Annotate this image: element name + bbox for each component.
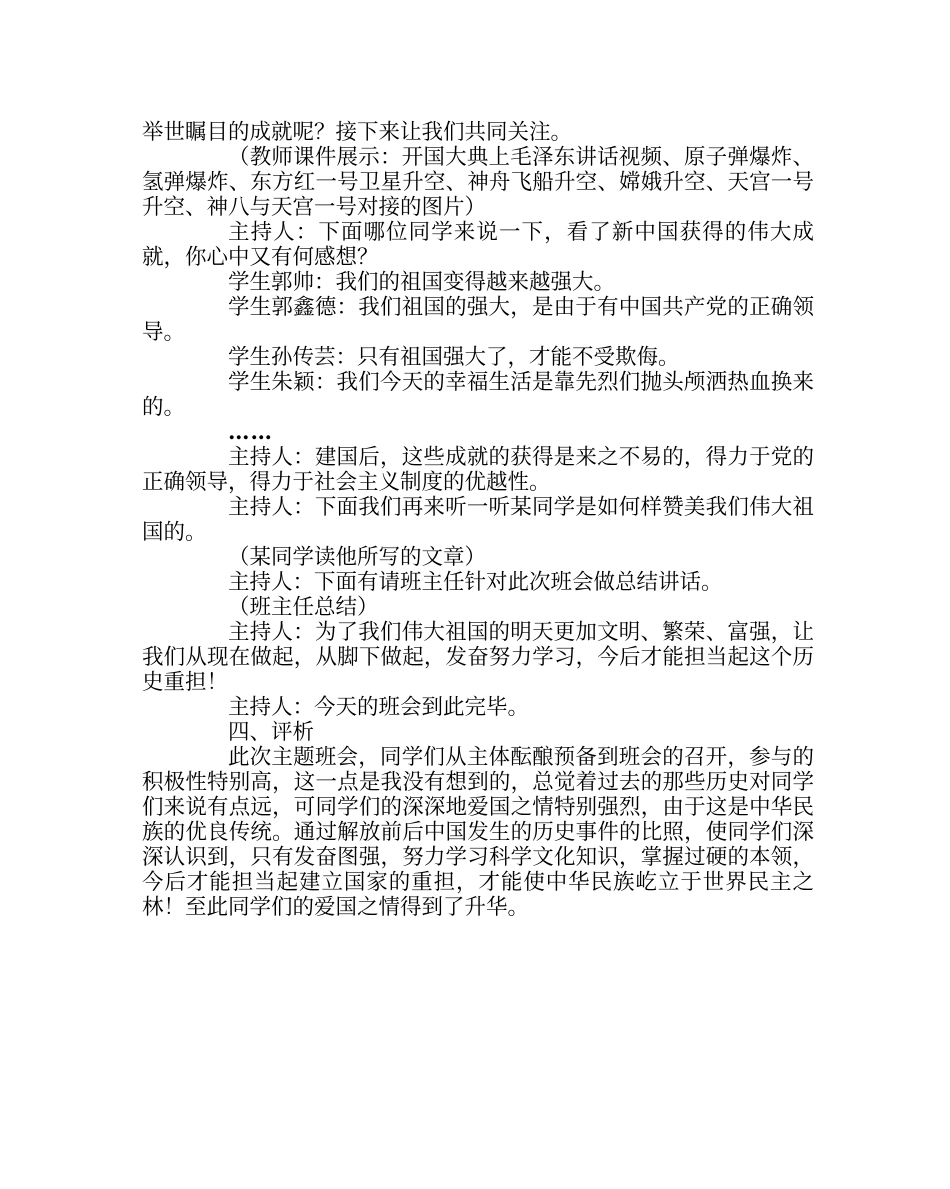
paragraph-host-closing: 主持人：今天的班会到此完毕。 bbox=[228, 695, 530, 720]
paragraph-host-question: 主持人：下面哪位同学来说一下，看了新中国获得的伟大成就，你心中又有何感想？ bbox=[142, 220, 814, 270]
paragraph-student-guo-xinde: 学生郭鑫德：我们祖国的强大，是由于有中国共产党的正确领导。 bbox=[142, 295, 814, 345]
paragraph-evaluation: 此次主题班会，同学们从主体酝酿预备到班会的召开，参与的积极性特别高，这一点是我没有想到的，总觉着过去的那些历史对同学们来说有点远，可同学们的深深地爱国之情特别强烈，由于这是中华民族的优良传统。通过解放前后中国发生的历史事件的比照，使同学们深深认识到，只有发奋图强，努力学习科学文化知识，掌握过硬的本领，今后才能担当起建立国家的重担，才能使中华民族屹立于世界民主之林！至此同学们的爱国之情得到了升华。 bbox=[142, 745, 814, 920]
paragraph-student-zhu-ying: 学生朱颖：我们今天的幸福生活是靠先烈们抛头颅洒热血换来的。 bbox=[142, 370, 814, 420]
paragraph-student-guo-shuai: 学生郭帅：我们的祖国变得越来越强大。 bbox=[228, 270, 616, 295]
paragraph-host-invite-teacher: 主持人：下面有请班主任针对此次班会做总结讲话。 bbox=[228, 570, 723, 595]
paragraph-teacher-presentation: （教师课件展示：开国大典上毛泽东讲话视频、原子弹爆炸、氢弹爆炸、东方红一号卫星升空、神舟飞船升空、嫦娥升空、天宫一号升空、神八与天宫一号对接的图片） bbox=[142, 145, 814, 220]
section-heading-evaluation: 四、评析 bbox=[228, 720, 315, 745]
paragraph-continuation: 举世瞩目的成就呢？接下来让我们共同关注。 bbox=[142, 120, 573, 145]
paragraph-student-reads: （某同学读他所写的文章） bbox=[228, 545, 487, 570]
paragraph-host-achievements: 主持人：建国后，这些成就的获得是来之不易的，得力于党的正确领导，得力于社会主义制度的优越性。 bbox=[142, 445, 814, 495]
paragraph-teacher-summary: （班主任总结） bbox=[228, 595, 379, 620]
paragraph-ellipsis: …… bbox=[228, 420, 273, 445]
paragraph-student-sun-chuanyun: 学生孙传芸：只有祖国强大了，才能不受欺侮。 bbox=[228, 345, 680, 370]
paragraph-host-call-to-action: 主持人：为了我们伟大祖国的明天更加文明、繁荣、富强，让我们从现在做起，从脚下做起，发奋努力学习，今后才能担当起这个历史重担！ bbox=[142, 620, 814, 695]
paragraph-host-listen: 主持人：下面我们再来听一听某同学是如何样赞美我们伟大祖国的。 bbox=[142, 495, 814, 545]
document-body bbox=[142, 120, 814, 920]
